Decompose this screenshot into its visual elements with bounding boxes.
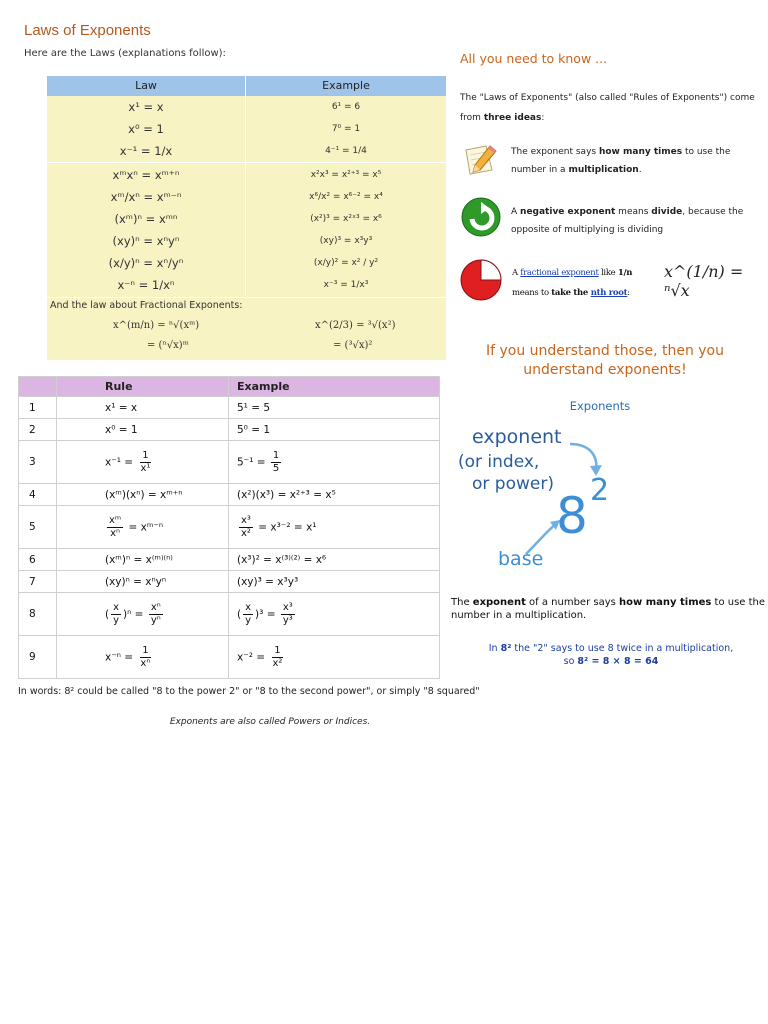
exponent-diagram: [452, 422, 632, 582]
idea2-text: A: [511, 207, 521, 217]
rule-table: [18, 376, 440, 679]
example-lhs: x⁻² =: [237, 651, 266, 663]
idea3-post: :: [627, 288, 630, 298]
idea3-mid-2: means to: [512, 288, 552, 298]
page-intro: Here are the Laws (explanations follow):: [24, 48, 226, 59]
rule-header-example: Example: [229, 377, 440, 397]
idea2-post: , because the opposite of multiplying is dividing: [511, 207, 744, 235]
exponent-label: exponent: [472, 426, 562, 448]
example-cell: [229, 506, 440, 549]
rule-num: 8: [19, 593, 57, 636]
explain-bold-1: exponent: [472, 597, 526, 608]
laws-header-example: Example: [322, 79, 370, 92]
rule-num: 1: [19, 397, 57, 419]
fraction-numerator: x: [113, 601, 120, 613]
fraction-numerator: xⁿ: [150, 601, 161, 613]
rule-cell: (xᵐ)ⁿ = x⁽ᵐ⁾⁽ⁿ⁾: [57, 549, 229, 571]
fractional-example-2: = (³√x)²: [333, 340, 373, 351]
exponent-explanation: [451, 596, 768, 622]
fraction-denominator: y³: [282, 614, 293, 626]
fraction-denominator: x²: [272, 657, 283, 669]
green-circular-arrow-icon: [460, 196, 502, 238]
table-row: [19, 571, 440, 593]
example-cell: (x²)(x³) = x²⁺³ = x⁵: [229, 484, 440, 506]
example-cell: (x/y)² = x² / y²: [313, 258, 379, 268]
laws-row: [47, 118, 446, 140]
law-cell: x⁻ⁿ = 1/xⁿ: [47, 274, 246, 296]
rule-fraction: [138, 450, 152, 475]
idea1-bold-2: multiplication: [568, 165, 639, 175]
rule-cell: ( $\frac{x}{y}$ )ⁿ = $\frac{\text{xⁿ}}{\text{yⁿ}}$: [57, 593, 229, 636]
law-cell: (xᵐ)ⁿ = xᵐⁿ: [47, 208, 246, 230]
fraction-numerator: x³: [241, 514, 251, 526]
fractional-law-1: x^(m/n) = ⁿ√(xᵐ): [113, 320, 200, 331]
laws-table: [47, 76, 446, 360]
idea3-bold: 1/n: [617, 268, 633, 278]
law-cell: xᵐxⁿ = xᵐ⁺ⁿ: [47, 164, 246, 186]
fraction-denominator: y: [245, 614, 252, 626]
example-line2-bold: 8² = 8 × 8 = 64: [577, 656, 659, 667]
fraction-numerator: 1: [272, 449, 280, 461]
idea2-bold-1: negative exponent: [520, 207, 616, 217]
example-inner-fraction: [243, 602, 253, 627]
base-label: base: [498, 548, 544, 570]
example-cell: [229, 441, 440, 484]
example-fraction: [270, 645, 284, 670]
table-row: [19, 636, 440, 679]
law-cell: x¹ = x: [47, 96, 246, 118]
in-words-text: In words: 8² could be called "8 to the power 2" or "8 to the second power", or simply "8 squared": [18, 686, 480, 697]
rule-inner-fraction: [111, 602, 121, 627]
rule-header-num: [19, 377, 57, 397]
example-cell: (xy)³ = x³y³: [319, 236, 373, 246]
right-intro: [460, 88, 760, 128]
rule-lhs: x⁻¹ =: [105, 456, 134, 468]
table-row: [19, 397, 440, 419]
rule-lhs: x⁻ⁿ =: [105, 651, 134, 663]
fraction-numerator: 1: [274, 644, 281, 656]
example-cell: 7⁰ = 1: [331, 124, 361, 134]
rule-fraction: [149, 602, 163, 627]
example-line-1: [451, 642, 768, 655]
exponent-example: [451, 642, 768, 668]
example-cell: [229, 636, 440, 679]
laws-row: [47, 140, 446, 162]
laws-table-header: [47, 76, 446, 96]
idea2-bold-2: divide: [651, 207, 683, 217]
fraction-denominator: xⁿ: [140, 657, 151, 669]
rule-fraction: [107, 515, 123, 540]
fractional-exponent-formula: x^(1/n) = ⁿ√x: [664, 262, 744, 300]
rule-cell: [57, 506, 229, 549]
laws-row: [47, 208, 446, 230]
example-cell: (x³)² = x⁽³⁾⁽²⁾ = x⁶: [229, 549, 440, 571]
rule-num: 4: [19, 484, 57, 506]
rule-num: 9: [19, 636, 57, 679]
example-line1-post: the "2" says to use 8 twice in a multiplication,: [511, 643, 734, 654]
fractional-example-1: x^(2/3) = ³√(x²): [315, 320, 396, 331]
example-cell: 5⁰ = 1: [229, 419, 440, 441]
rule-cell: [57, 441, 229, 484]
rule-cell: (xy)ⁿ = xⁿyⁿ: [57, 571, 229, 593]
explain-mid: of a number says: [525, 597, 619, 608]
rule-cell: x⁰ = 1: [57, 419, 229, 441]
idea1-mid: to use the number in a: [511, 147, 731, 175]
idea1-text: The exponent says: [511, 147, 599, 157]
rule-num: 6: [19, 549, 57, 571]
example-fraction: [239, 515, 253, 540]
example-cell: (x²)³ = x²ˣ³ = x⁶: [310, 214, 382, 224]
intro-post: :: [541, 113, 545, 123]
example-lhs: 5⁻¹ =: [237, 456, 266, 468]
nth-root-link[interactable]: nth root: [590, 288, 628, 298]
laws-row: [47, 186, 446, 208]
understand-text: If you understand those, then you understand exponents!: [485, 343, 724, 378]
fractional-law-title: And the law about Fractional Exponents:: [50, 300, 243, 311]
rule-table-header: [19, 377, 440, 397]
idea3-bold-2: take the: [551, 288, 591, 298]
rule-cell: (xᵐ)(xⁿ) = xᵐ⁺ⁿ: [57, 484, 229, 506]
rule-rhs: = xᵐ⁻ⁿ: [128, 521, 164, 533]
example-power: ³ =: [259, 608, 276, 620]
page-title: Laws of Exponents: [24, 22, 151, 39]
rule-num: 2: [19, 419, 57, 441]
idea1-bold-1: how many times: [598, 147, 683, 157]
laws-row: [47, 230, 446, 252]
rule-cell: x¹ = x: [57, 397, 229, 419]
fraction-numerator: 1: [142, 449, 149, 461]
laws-row: [47, 274, 446, 296]
rule-cell: [57, 636, 229, 679]
explain-text: The: [451, 597, 473, 608]
rule-num: 3: [19, 441, 57, 484]
fraction-denominator: x²: [241, 527, 251, 539]
base-number: 8: [556, 487, 588, 545]
fractional-exponent-link[interactable]: fractional exponent: [520, 268, 599, 278]
exponents-caption: Exponents: [569, 399, 631, 413]
also-called-text: Exponents are also called Powers or Indices.: [169, 717, 371, 727]
rule-power: ⁿ =: [127, 608, 144, 620]
law-cell: x⁻¹ = 1/x: [47, 140, 246, 162]
idea-2-text: [511, 203, 751, 239]
example-fraction: [271, 450, 281, 475]
fractional-law-2: = (ⁿ√x)ᵐ: [147, 340, 189, 351]
table-row: [19, 549, 440, 571]
example-line2-pre: so: [563, 656, 578, 667]
example-cell: (xy)³ = x³y³: [229, 571, 440, 593]
example-cell: x⁻³ = 1/x³: [323, 280, 369, 290]
table-row: [19, 419, 440, 441]
law-cell: (x/y)ⁿ = xⁿ/yⁿ: [47, 252, 246, 274]
example-cell: 4⁻¹ = 1/4: [325, 146, 367, 156]
fraction-numerator: x: [245, 601, 252, 613]
fraction-denominator: x¹: [140, 462, 151, 474]
laws-row: [47, 164, 446, 186]
rule-fraction: [138, 645, 152, 670]
example-cell: 5¹ = 5: [229, 397, 440, 419]
law-cell: (xy)ⁿ = xⁿyⁿ: [47, 230, 246, 252]
example-line-2: [451, 655, 768, 668]
explain-post: to use the number in a multiplication.: [451, 597, 766, 621]
idea2-mid: means: [615, 207, 652, 217]
rule-header-rule: Rule: [57, 377, 229, 397]
index-label: (or index,: [458, 452, 540, 472]
laws-row: [47, 252, 446, 274]
pencil-paper-icon: [460, 140, 500, 180]
fraction-denominator: 5: [272, 462, 280, 474]
example-line1-pre: In: [488, 643, 501, 654]
fraction-numerator: xᵐ: [109, 514, 122, 526]
fraction-numerator: 1: [142, 644, 149, 656]
idea-1-text: [511, 143, 736, 179]
rule-num: 5: [19, 506, 57, 549]
example-cell: x²x³ = x²⁺³ = x⁵: [310, 170, 382, 180]
intro-text: The "Laws of Exponents" (also called "Rules of Exponents") come from: [460, 93, 755, 123]
red-pie-fraction-icon: [459, 258, 503, 302]
explain-bold-2: how many times: [619, 597, 712, 608]
laws-divider: [47, 297, 446, 298]
idea-3-text: [512, 263, 652, 303]
idea3-text: A: [512, 268, 521, 278]
fraction-denominator: yⁿ: [150, 614, 161, 626]
fraction-denominator: y: [113, 614, 120, 626]
table-row: [19, 593, 440, 636]
right-heading: All you need to know ...: [460, 51, 608, 66]
laws-divider: [47, 162, 446, 163]
example-rhs: = x³⁻² = x¹: [258, 521, 317, 533]
rule-num: 7: [19, 571, 57, 593]
example-cell: x⁶/x² = x⁶⁻² = x⁴: [309, 192, 383, 202]
table-row: [19, 484, 440, 506]
idea1-post: .: [638, 165, 642, 175]
law-cell: xᵐ/xⁿ = xᵐ⁻ⁿ: [47, 186, 246, 208]
exponent-number: 2: [590, 473, 610, 508]
example-cell: ( $\frac{x}{y}$ )³ = $\frac{\text{x³}}{\text{y³}}$: [229, 593, 440, 636]
laws-header-law: Law: [47, 76, 246, 96]
idea3-mid: like: [598, 268, 618, 278]
example-fraction: [281, 602, 295, 627]
table-row: [19, 441, 440, 484]
example-cell: 6¹ = 6: [331, 102, 361, 112]
fraction-denominator: xⁿ: [110, 527, 121, 539]
fraction-numerator: x³: [282, 601, 293, 613]
example-line1-bold: 8²: [500, 643, 512, 654]
law-cell: x⁰ = 1: [47, 118, 246, 140]
power-label: or power): [472, 474, 554, 494]
intro-bold: three ideas: [483, 113, 542, 123]
laws-row: [47, 96, 446, 118]
table-row: [19, 506, 440, 549]
